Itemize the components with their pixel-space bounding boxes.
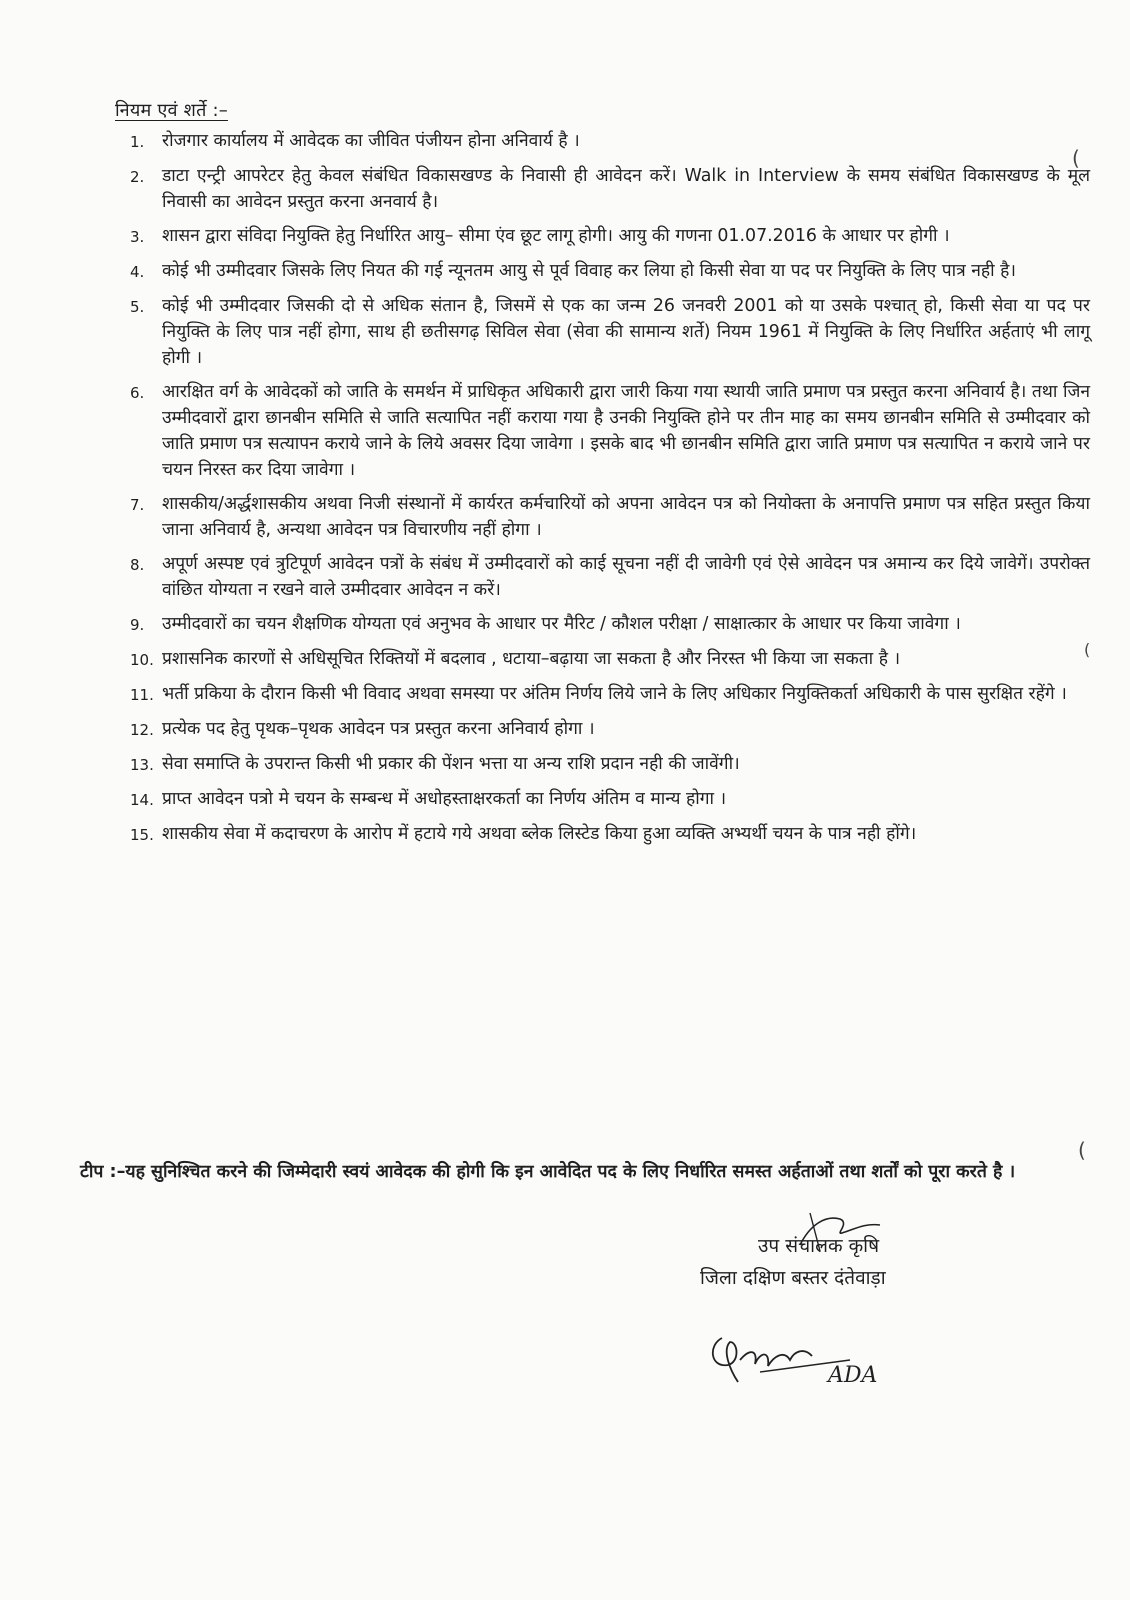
handwritten-signature-icon <box>700 1320 900 1390</box>
rule-number: 15. <box>130 826 154 844</box>
rule-text: उम्मीदवारों का चयन शैक्षणिक योग्यता एवं अनुभव के आधार पर मैरिट / कौशल परीक्षा / साक्षात्कार के आधार पर किया जावेगा । <box>162 614 961 634</box>
list-item <box>130 258 1090 285</box>
rule-number: 2. <box>130 168 145 186</box>
page-title: नियम एवं शर्ते :– <box>115 100 228 121</box>
signatory-designation: उप संचालक कृषि <box>758 1235 880 1257</box>
rule-text: शासकीय/अर्द्धशासकीय अथवा निजी संस्थानों में कार्यरत कर्मचारियों को अपना आवेदन पत्र को नियोक्ता के अनापत्ति प्रमाण पत्र सहित प्रस्तुत किया जाना अनिवार्य है, अन्यथा आवेदन पत्र विचारणीय नहीं होगा । <box>162 494 1090 540</box>
list-item <box>130 611 1090 638</box>
rule-text: अपूर्ण अस्पष्ट एवं त्रुटिपूर्ण आवेदन पत्रों के संबंध में उम्मीदवारों को काई सूचना नहीं दी जावेगी एवं ऐसे आवेदन पत्र अमान्य कर दिये जावेगें। उपरोक्त वांछित योग्यता न रखने वाले उम्मीदवार आवेदन न करें। <box>162 554 1090 600</box>
list-item <box>130 681 1090 708</box>
signature-initials: ADA <box>828 1363 878 1388</box>
rule-number: 11. <box>130 686 154 704</box>
scan-mark: ( <box>1072 146 1080 170</box>
rule-text: कोई भी उम्मीदवार जिसकी दो से अधिक संतान है, जिसमें से एक का जन्म 26 जनवरी 2001 को या उसके पश्चात् हो, किसी सेवा या पद पर नियुक्ति के लिए पात्र नहीं होगा, साथ ही छतीसगढ़ सिविल सेवा (सेवा की सामान्य शर्ते) नियम 1961 में नियुक्ति के लिए निर्धारित अर्हताएं भी लागू होगी । <box>162 296 1090 368</box>
rule-text: शासन द्वारा संविदा नियुक्ति हेतु निर्धारित आयु– सीमा एंव छूट लागू होगी। आयु की गणना 01.07.2016 के आधार पर होगी । <box>162 226 950 246</box>
rule-number: 10. <box>130 651 154 669</box>
list-item <box>130 293 1090 371</box>
rule-text: शासकीय सेवा में कदाचरण के आरोप में हटाये गये अथवा ब्लेक लिस्टेड किया हुआ व्यक्ति अभ्यर्थी चयन के पात्र नही होंगे। <box>162 824 917 844</box>
signature-block <box>700 1230 1030 1294</box>
rule-number: 4. <box>130 263 145 281</box>
rule-number: 8. <box>130 556 145 574</box>
rule-number: 1. <box>130 133 145 151</box>
list-item <box>130 821 1090 848</box>
list-item <box>130 646 1090 673</box>
rule-text: प्रशासनिक कारणों से अधिसूचित रिक्तियों में बदलाव , धटाया–बढ़ाया जा सकता है और निरस्त भी किया जा सकता है । <box>162 649 901 669</box>
rule-text: डाटा एन्ट्री आपरेटर हेतु केवल संबंधित विकासखण्ड के निवासी ही आवेदन करें। Walk in Interview के समय संबंधित विकासखण्ड के मूल निवासी का आवेदन प्रस्तुत करना अनवार्य है। <box>162 166 1090 212</box>
rule-number: 14. <box>130 791 154 809</box>
rule-number: 6. <box>130 384 145 402</box>
list-item <box>130 716 1090 743</box>
rule-text: कोई भी उम्मीदवार जिसके लिए नियत की गई न्यूनतम आयु से पूर्व विवाह कर लिया हो किसी सेवा या पद पर नियुक्ति के लिए पात्र नही है। <box>162 261 1016 281</box>
rules-list <box>130 128 1090 856</box>
rule-text: प्राप्त आवेदन पत्रो मे चयन के सम्बन्ध में अधोहस्ताक्षरकर्ता का निर्णय अंतिम व मान्य होगा । <box>162 789 727 809</box>
rule-text: सेवा समाप्ति के उपरान्त किसी भी प्रकार की पेंशन भत्ता या अन्य राशि प्रदान नही की जावेंगी। <box>162 754 740 774</box>
list-item <box>130 786 1090 813</box>
list-item <box>130 379 1090 483</box>
rule-number: 5. <box>130 298 145 316</box>
rule-number: 13. <box>130 756 154 774</box>
list-item <box>130 551 1090 603</box>
rule-text: प्रत्येक पद हेतु पृथक–पृथक आवेदन पत्र प्रस्तुत करना अनिवार्य होगा । <box>162 719 595 739</box>
rule-number: 7. <box>130 496 145 514</box>
list-item <box>130 163 1090 215</box>
rule-text: आरक्षित वर्ग के आवेदकों को जाति के समर्थन में प्राधिकृत अधिकारी द्वारा जारी किया गया स्थायी जाति प्रमाण पत्र प्रस्तुत करना अनिवार्य है। तथा जिन उम्मीदवारों द्वारा छानबीन समिति से जाति सत्यापित नहीं कराया गया है उनकी नियुक्ति होने पर तीन माह का समय छानबीन समिति से उम्मीदवार को जाति प्रमाण पत्र सत्यापन कराये जाने के लिये अवसर दिया जावेगा । इसके बाद भी छानबीन समिति द्वारा जाति प्रमाण पत्र सत्यापित न कराये जाने पर चयन निरस्त कर दिया जावेगा । <box>162 382 1090 480</box>
list-item <box>130 223 1090 250</box>
note-paragraph: टीप :–यह सुनिश्चित करने की जिम्मेदारी स्वयं आवेदक की होगी कि इन आवेदित पद के लिए निर्धारित समस्त अर्हताओं तथा शर्तों को पूरा करते है । <box>80 1162 1016 1182</box>
scan-mark: ( <box>1078 1138 1086 1162</box>
signatory-office: जिला दक्षिण बस्तर दंतेवाड़ा <box>700 1267 886 1289</box>
rule-number: 3. <box>130 228 145 246</box>
list-item <box>130 128 1090 155</box>
list-item <box>130 491 1090 543</box>
rule-number: 9. <box>130 616 145 634</box>
list-item <box>130 751 1090 778</box>
scan-mark: ( <box>1084 640 1091 659</box>
rule-text: रोजगार कार्यालय में आवेदक का जीवित पंजीयन होना अनिवार्य है । <box>162 131 580 151</box>
rule-number: 12. <box>130 721 154 739</box>
rule-text: भर्ती प्रकिया के दौरान किसी भी विवाद अथवा समस्या पर अंतिम निर्णय लिये जाने के लिए अधिकार नियुक्तिकर्ता अधिकारी के पास सुरक्षित रहेंगे । <box>162 684 1067 704</box>
